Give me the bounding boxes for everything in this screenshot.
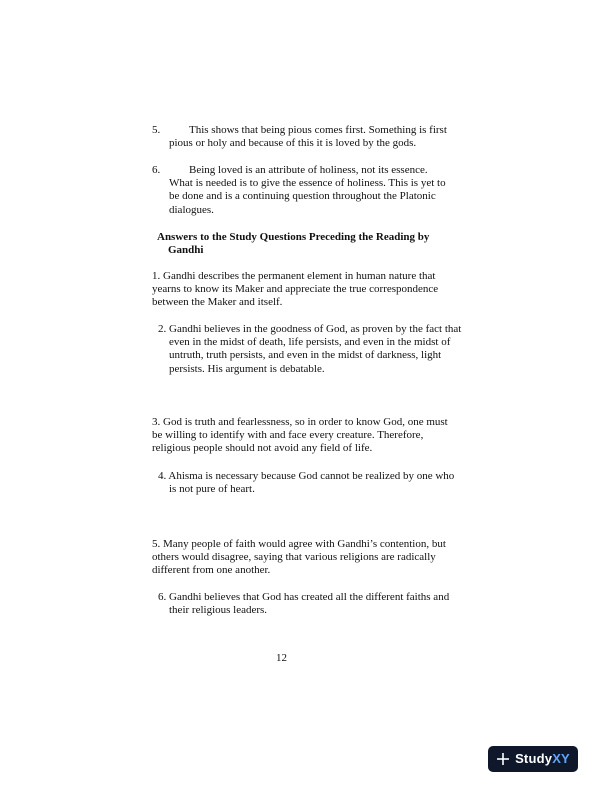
brand-main: Study (515, 751, 553, 767)
answer-3: 3. God is truth and fearlessness, so in order to know God, one must be willing to identify with and face every creature. Therefore, religious people should not avoid any field of life. (152, 416, 448, 455)
brand-accent: XY (552, 751, 570, 767)
item-text: Being loved is an attribute of holiness, not its essence. What is needed is to give the essence of holiness. This is yet to be done and is a continuing question throughout the Platonic dialogues. (169, 164, 446, 216)
item-number: 6. (152, 164, 161, 176)
answer-5: 5. Many people of faith would agree with Gandhi’s contention, but others would disagree, saying that various religions are radically different from one another. (152, 538, 446, 577)
answer-2: 2. Gandhi believes in the goodness of God, as proven by the fact that even in the midst of death, life persists, and even in the midst of untruth, truth persists, and even in the midst of darkness, light persists. His argument is debatable. (158, 323, 462, 375)
list-item-6 (152, 164, 452, 217)
item-text: This shows that being pious comes first. Something is first pious or holy and because of this it is loved by the gods. (169, 124, 447, 150)
answer-1: 1. Gandhi describes the permanent element in human nature that yearns to know its Maker and appreciate the true correspondence between the Maker and itself. (152, 270, 439, 309)
section-heading: Answers to the Study Questions Preceding the Reading by Gandhi (157, 231, 430, 257)
answer-4: 4. Ahisma is necessary because God cannot be realized by one who is not pure of heart. (158, 470, 455, 496)
list-item-5 (152, 124, 452, 150)
item-number: 5. (152, 124, 161, 136)
answer-6: 6. Gandhi believes that God has created all the different faiths and their religious leaders. (158, 591, 450, 617)
page-number-text: 12 (276, 652, 287, 664)
studyxy-watermark[interactable] (488, 746, 578, 772)
plus-icon (496, 752, 510, 766)
